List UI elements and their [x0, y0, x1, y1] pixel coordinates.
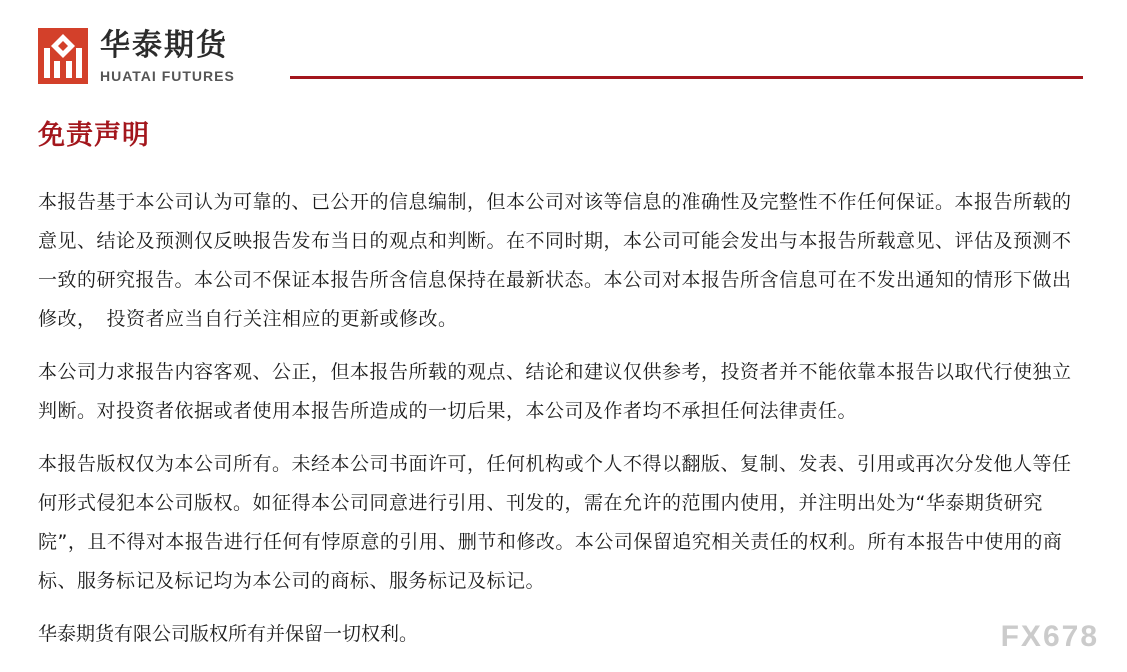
page-title: 免责声明: [38, 120, 150, 151]
huatai-logo-icon: [38, 28, 88, 84]
header-divider: [290, 76, 1083, 79]
brand-name: 华泰期货: [100, 28, 228, 63]
page-header: [0, 0, 1127, 95]
watermark: FX678: [1000, 620, 1099, 653]
disclaimer-paragraph: 本公司力求报告内容客观、公正，但本报告所载的观点、结论和建议仅供参考，投资者并不能依靠本报告以取代行使独立判断。对投资者依据或者使用本报告所造成的一切后果，本公司及作者均不承担任何法律责任。: [38, 361, 1072, 422]
disclaimer-body: [38, 183, 1088, 654]
disclaimer-paragraph: 本报告基于本公司认为可靠的、已公开的信息编制，但本公司对该等信息的准确性及完整性不作任何保证。本报告所载的意见、结论及预测仅反映报告发布当日的观点和判断。在不同时期，本公司可能会发出与本报告所载意见、评估及预测不一致的研究报告。本公司不保证本报告所含信息保持在最新状态。本公司对本报告所含信息可在不发出通知的情形下做出修改， 投资者应当自行关注相应的更新或修改。: [38, 191, 1072, 330]
brand-name-english: HUATAI FUTURES: [100, 68, 235, 84]
disclaimer-paragraph: 本报告版权仅为本公司所有。未经本公司书面许可，任何机构或个人不得以翻版、复制、发表、引用或再次分发他人等任何形式侵犯本公司版权。如征得本公司同意进行引用、刊发的，需在允许的范围内使用，并注明出处为“华泰期货研究院”，且不得对本报告进行任何有悖原意的引用、删节和修改。本公司保留追究相关责任的权利。所有本报告中使用的商标、服务标记及标记均为本公司的商标、服务标记及标记。: [38, 453, 1072, 592]
copyright-notice: 华泰期货有限公司版权所有并保留一切权利。: [38, 623, 419, 645]
